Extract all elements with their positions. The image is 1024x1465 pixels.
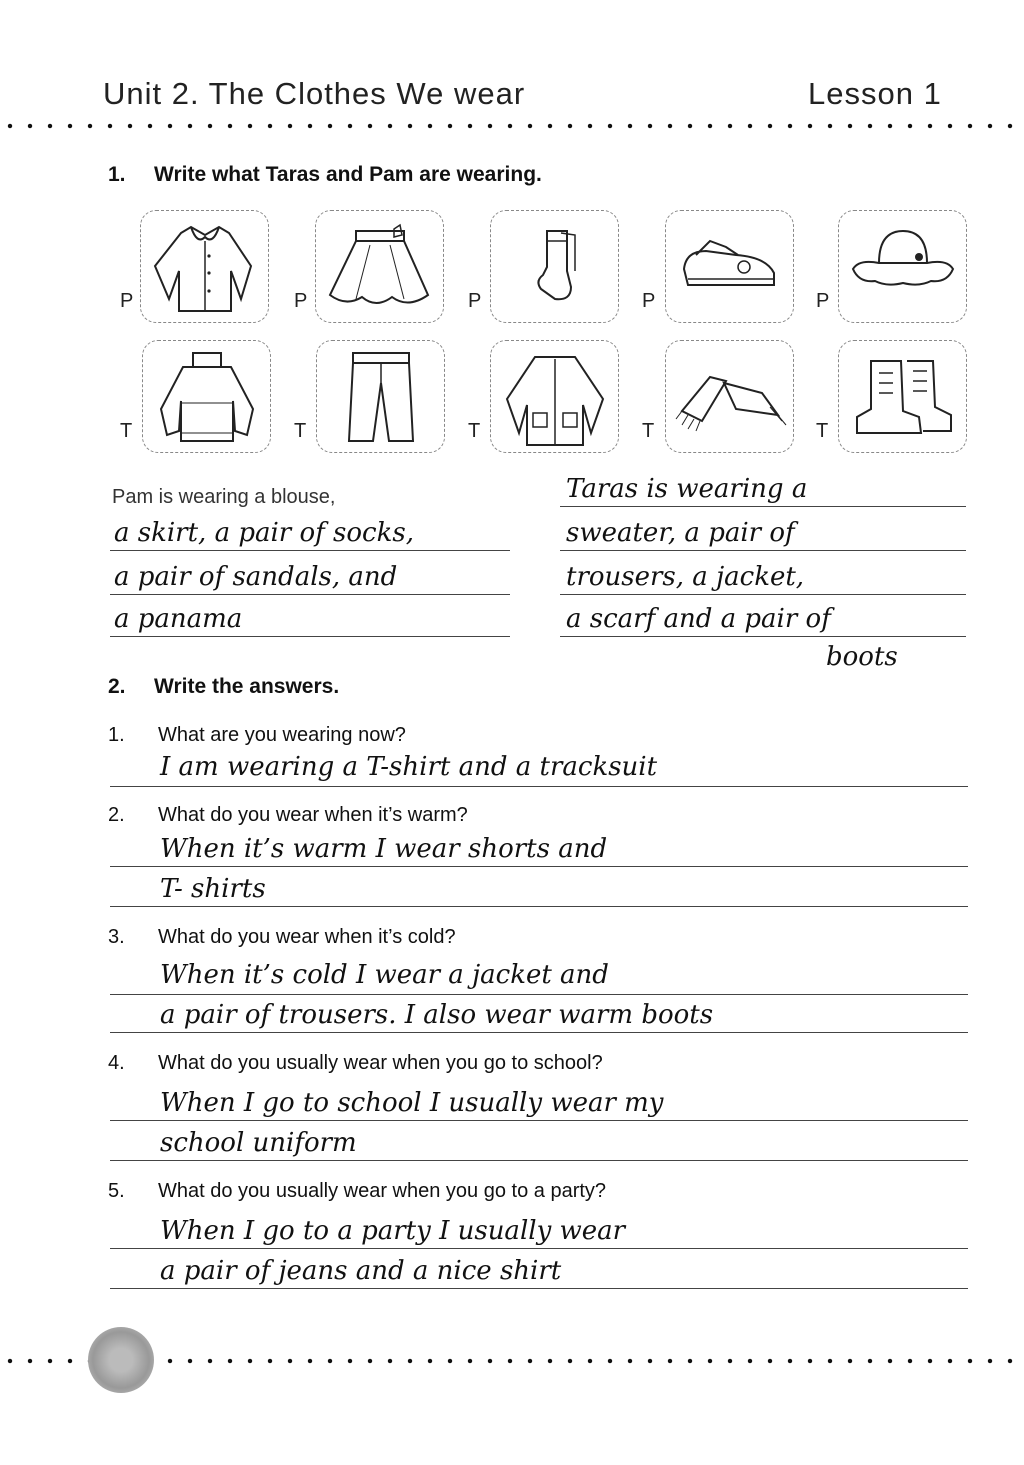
- answer-line: [560, 594, 966, 595]
- trousers-icon: [317, 341, 444, 452]
- pam-letter: P: [642, 290, 656, 312]
- question-number: 1.: [108, 724, 125, 746]
- question-text: What do you usually wear when you go to a party?: [158, 1180, 607, 1202]
- scarf-card: [665, 340, 794, 453]
- answer-line: [110, 1248, 968, 1249]
- answer-text: T- shirts: [160, 874, 266, 904]
- question-text: What do you wear when it’s warm?: [158, 804, 468, 826]
- panama-hat-icon: [839, 211, 966, 322]
- task1-title: [108, 163, 542, 187]
- panama-hat-card: [838, 210, 967, 323]
- taras-letter: T: [468, 420, 481, 442]
- answer-line: [110, 636, 510, 637]
- answer-line: [110, 1160, 968, 1161]
- question-number: 4.: [108, 1052, 125, 1074]
- taras-letter: T: [816, 420, 829, 442]
- answer-line: [110, 906, 968, 907]
- boots-icon: [839, 341, 966, 452]
- taras-answer-line: sweater, a pair of: [566, 518, 795, 548]
- pam-letter: P: [120, 290, 134, 312]
- taras-answer-line: boots: [826, 642, 898, 672]
- task2-number: 2.: [108, 675, 126, 698]
- taras-answer-line: trousers, a jacket,: [566, 562, 805, 592]
- answer-line: [110, 786, 968, 787]
- answer-line: [110, 1032, 968, 1033]
- question-text: What do you usually wear when you go to school?: [158, 1052, 603, 1074]
- scarf-icon: [666, 341, 793, 452]
- answer-text: a pair of jeans and a nice shirt: [160, 1256, 562, 1286]
- pam-prompt: Pam is wearing a blouse,: [112, 486, 336, 508]
- answer-text: When it’s cold I wear a jacket and: [160, 960, 609, 990]
- sandals-icon: [666, 211, 793, 322]
- answer-text: school uniform: [160, 1128, 357, 1158]
- answer-text: When I go to a party I usually wear: [160, 1216, 626, 1246]
- jacket-icon: [491, 341, 618, 452]
- pam-answer-line: a skirt, a pair of socks,: [114, 518, 414, 548]
- answer-text: When I go to school I usually wear my: [160, 1088, 664, 1118]
- task2-title: [108, 675, 339, 699]
- jacket-card: [490, 340, 619, 453]
- lesson-label: Lesson 1: [808, 76, 942, 111]
- answer-line: [110, 866, 968, 867]
- pam-letter: P: [468, 290, 482, 312]
- pam-letter: P: [816, 290, 830, 312]
- page-number-badge-icon: [88, 1327, 154, 1393]
- task1-number: 1.: [108, 163, 126, 186]
- sandals-card: [665, 210, 794, 323]
- question-number: 5.: [108, 1180, 125, 1202]
- answer-line: [560, 550, 966, 551]
- answer-line: [560, 636, 966, 637]
- skirt-card: [315, 210, 444, 323]
- blouse-card: [140, 210, 269, 323]
- blouse-icon: [141, 211, 268, 322]
- answer-text: When it’s warm I wear shorts and: [160, 834, 608, 864]
- answer-line: [110, 1120, 968, 1121]
- pam-letter: P: [294, 290, 308, 312]
- socks-card: [490, 210, 619, 323]
- answer-line: [110, 594, 510, 595]
- taras-letter: T: [642, 420, 655, 442]
- taras-answer-line: a scarf and a pair of: [566, 604, 831, 634]
- answer-line: [560, 506, 966, 507]
- unit-title: Unit 2. The Clothes We wear: [103, 76, 526, 111]
- pam-answer-line: a pair of sandals, and: [114, 562, 398, 592]
- sweater-card: [142, 340, 271, 453]
- answer-line: [110, 994, 968, 995]
- question-text: What are you wearing now?: [158, 724, 406, 746]
- taras-letter: T: [120, 420, 133, 442]
- task2-title-text: Write the answers.: [154, 675, 340, 698]
- answer-line: [110, 1288, 968, 1289]
- answer-line: [110, 550, 510, 551]
- question-text: What do you wear when it’s cold?: [158, 926, 456, 948]
- pam-answer-line: a panama: [114, 604, 243, 634]
- answer-text: I am wearing a T-shirt and a tracksuit: [160, 752, 658, 782]
- top-dotted-divider: [0, 123, 1024, 129]
- answer-text: a pair of trousers. I also wear warm boots: [160, 1000, 714, 1030]
- taras-letter: T: [294, 420, 307, 442]
- trousers-card: [316, 340, 445, 453]
- task1-title-text: Write what Taras and Pam are wearing.: [154, 163, 542, 186]
- taras-answer-line: Taras is wearing a: [566, 474, 808, 504]
- sweater-icon: [143, 341, 270, 452]
- socks-icon: [491, 211, 618, 322]
- question-number: 2.: [108, 804, 125, 826]
- boots-card: [838, 340, 967, 453]
- question-number: 3.: [108, 926, 125, 948]
- skirt-icon: [316, 211, 443, 322]
